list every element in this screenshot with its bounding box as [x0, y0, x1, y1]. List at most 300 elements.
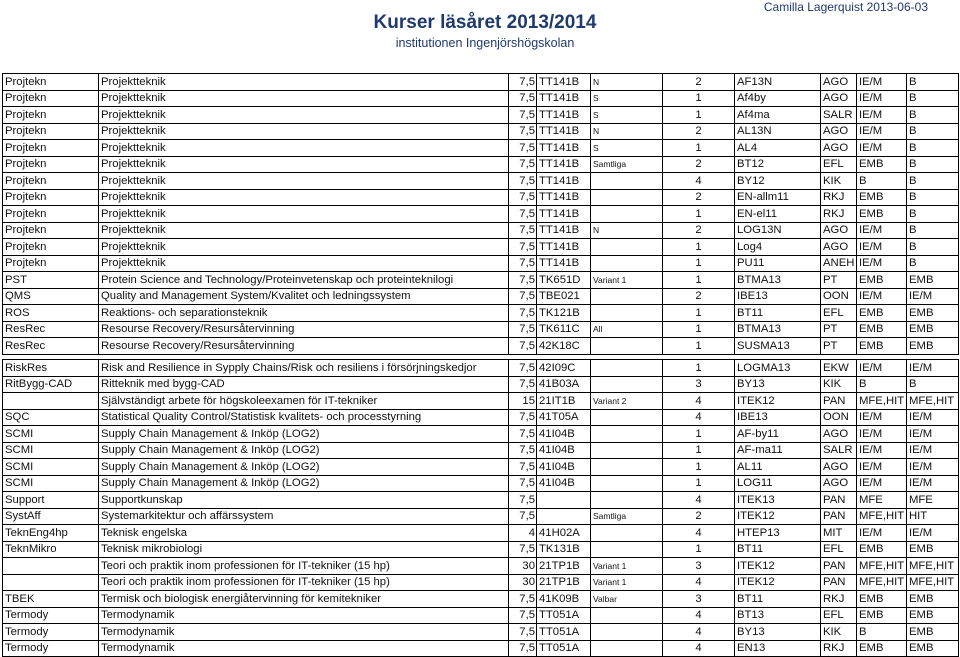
cell-period: 4: [663, 624, 735, 641]
cell-credits: 30: [509, 558, 537, 575]
cell-exam-dept: IE/M: [907, 288, 959, 305]
cell-variant: All: [591, 321, 663, 338]
table-row: [3, 409, 959, 426]
cell-dept: IE/M: [857, 239, 907, 256]
cell-course-id: TT141B: [537, 140, 591, 157]
cell-code: [3, 393, 99, 410]
cell-group: EN13: [735, 640, 821, 657]
cell-code: Support: [3, 492, 99, 509]
cell-group: BT12: [735, 156, 821, 173]
cell-code: TeknMikro: [3, 541, 99, 558]
cell-credits: 7,5: [509, 591, 537, 608]
cell-teacher: AGO: [821, 123, 857, 140]
cell-group: ITEK12: [735, 393, 821, 410]
cell-code: Projtekn: [3, 189, 99, 206]
cell-teacher: SALR: [821, 442, 857, 459]
cell-code: Projtekn: [3, 123, 99, 140]
cell-period: 4: [663, 409, 735, 426]
cell-course-name: Självständigt arbete för högskoleexamen för IT-tekniker: [99, 393, 509, 410]
cell-variant: [591, 288, 663, 305]
cell-dept: IE/M: [857, 140, 907, 157]
cell-course-name: Termisk och biologisk energiåtervinning för kemitekniker: [99, 591, 509, 608]
cell-exam-dept: EMB: [907, 272, 959, 289]
cell-code: [3, 574, 99, 591]
cell-group: PU11: [735, 255, 821, 272]
cell-dept: EMB: [857, 541, 907, 558]
cell-code: Termody: [3, 640, 99, 657]
cell-credits: 7,5: [509, 206, 537, 223]
cell-teacher: ANEH: [821, 255, 857, 272]
cell-course-name: Projektteknik: [99, 222, 509, 239]
cell-group: BT11: [735, 305, 821, 322]
cell-variant: [591, 239, 663, 256]
cell-credits: 7,5: [509, 409, 537, 426]
cell-course-id: TK131B: [537, 541, 591, 558]
cell-exam-dept: B: [907, 123, 959, 140]
cell-course-id: TT141B: [537, 173, 591, 190]
cell-dept: MFE,HIT: [857, 508, 907, 525]
cell-teacher: AGO: [821, 222, 857, 239]
cell-period: 3: [663, 376, 735, 393]
cell-teacher: EFL: [821, 156, 857, 173]
cell-course-id: TT141B: [537, 123, 591, 140]
cell-credits: 7,5: [509, 107, 537, 124]
cell-period: 1: [663, 321, 735, 338]
cell-code: Projtekn: [3, 74, 99, 91]
cell-period: 1: [663, 206, 735, 223]
cell-credits: 7,5: [509, 239, 537, 256]
cell-course-id: 41I04B: [537, 459, 591, 476]
table-row: [3, 525, 959, 542]
cell-teacher: AGO: [821, 475, 857, 492]
cell-dept: EMB: [857, 156, 907, 173]
cell-variant: Variant 1: [591, 574, 663, 591]
cell-period: 1: [663, 541, 735, 558]
cell-period: 1: [663, 475, 735, 492]
cell-course-id: 42K18C: [537, 338, 591, 355]
cell-credits: 7,5: [509, 74, 537, 91]
cell-period: 4: [663, 607, 735, 624]
cell-course-name: Projektteknik: [99, 140, 509, 157]
cell-period: 4: [663, 393, 735, 410]
cell-code: Projtekn: [3, 140, 99, 157]
cell-credits: 7,5: [509, 459, 537, 476]
cell-credits: 7,5: [509, 222, 537, 239]
cell-code: ResRec: [3, 338, 99, 355]
cell-variant: [591, 541, 663, 558]
cell-variant: Valbar: [591, 591, 663, 608]
cell-teacher: PAN: [821, 558, 857, 575]
cell-course-name: Resourse Recovery/Resursåtervinning: [99, 338, 509, 355]
cell-exam-dept: B: [907, 140, 959, 157]
cell-code: Termody: [3, 607, 99, 624]
cell-variant: [591, 624, 663, 641]
cell-course-id: 41T05A: [537, 409, 591, 426]
cell-dept: EMB: [857, 607, 907, 624]
cell-group: LOGMA13: [735, 360, 821, 377]
cell-teacher: AGO: [821, 239, 857, 256]
cell-teacher: KIK: [821, 173, 857, 190]
cell-course-name: Teori och praktik inom professionen för IT-tekniker (15 hp): [99, 574, 509, 591]
cell-code: Projtekn: [3, 222, 99, 239]
cell-code: Projtekn: [3, 206, 99, 223]
cell-period: 2: [663, 189, 735, 206]
cell-group: ITEK13: [735, 492, 821, 509]
cell-teacher: OON: [821, 409, 857, 426]
cell-exam-dept: B: [907, 376, 959, 393]
cell-variant: N: [591, 74, 663, 91]
cell-variant: S: [591, 90, 663, 107]
cell-exam-dept: MFE: [907, 492, 959, 509]
cell-dept: IE/M: [857, 459, 907, 476]
cell-course-name: Projektteknik: [99, 90, 509, 107]
cell-teacher: PT: [821, 338, 857, 355]
cell-period: 4: [663, 173, 735, 190]
cell-group: IBE13: [735, 409, 821, 426]
author-date: Camilla Lagerquist 2013-06-03: [763, 0, 928, 14]
cell-exam-dept: IE/M: [907, 426, 959, 443]
cell-code: Projtekn: [3, 156, 99, 173]
cell-dept: IE/M: [857, 442, 907, 459]
cell-course-name: Reaktions- och separationsteknik: [99, 305, 509, 322]
cell-course-id: TBE021: [537, 288, 591, 305]
cell-dept: MFE,HIT: [857, 558, 907, 575]
cell-exam-dept: B: [907, 239, 959, 256]
cell-course-id: 41H02A: [537, 525, 591, 542]
cell-dept: IE/M: [857, 525, 907, 542]
cell-exam-dept: IE/M: [907, 459, 959, 476]
cell-variant: [591, 475, 663, 492]
cell-exam-dept: MFE,HIT: [907, 574, 959, 591]
cell-dept: EMB: [857, 591, 907, 608]
cell-period: 3: [663, 558, 735, 575]
cell-code: SCMI: [3, 426, 99, 443]
cell-variant: Variant 1: [591, 272, 663, 289]
cell-credits: 7,5: [509, 123, 537, 140]
cell-dept: IE/M: [857, 409, 907, 426]
cell-course-name: Systemarkitektur och affärssystem: [99, 508, 509, 525]
cell-period: 1: [663, 255, 735, 272]
cell-teacher: EFL: [821, 541, 857, 558]
cell-credits: 7,5: [509, 607, 537, 624]
cell-credits: 7,5: [509, 321, 537, 338]
table-row: [3, 574, 959, 591]
cell-period: 1: [663, 305, 735, 322]
cell-group: AL13N: [735, 123, 821, 140]
cell-group: BY12: [735, 173, 821, 190]
cell-course-id: TT141B: [537, 255, 591, 272]
cell-exam-dept: B: [907, 189, 959, 206]
cell-variant: Variant 1: [591, 558, 663, 575]
cell-credits: 7,5: [509, 288, 537, 305]
table-row: [3, 140, 959, 157]
table-row: [3, 360, 959, 377]
cell-course-name: Teknisk mikrobiologi: [99, 541, 509, 558]
cell-variant: [591, 409, 663, 426]
cell-teacher: MIT: [821, 525, 857, 542]
cell-dept: EMB: [857, 272, 907, 289]
cell-exam-dept: B: [907, 222, 959, 239]
table-row: [3, 376, 959, 393]
cell-course-name: Supply Chain Management & Inköp (LOG2): [99, 426, 509, 443]
table-row: [3, 640, 959, 657]
page-subtitle: institutionen Ingenjörshögskolan: [395, 36, 575, 50]
cell-group: LOG11: [735, 475, 821, 492]
cell-course-name: Supportkunskap: [99, 492, 509, 509]
cell-variant: [591, 442, 663, 459]
cell-dept: IE/M: [857, 426, 907, 443]
cell-dept: EMB: [857, 189, 907, 206]
table-row: [3, 107, 959, 124]
cell-variant: Variant 2: [591, 393, 663, 410]
cell-credits: 7,5: [509, 189, 537, 206]
cell-course-name: Termodynamik: [99, 640, 509, 657]
cell-credits: 7,5: [509, 255, 537, 272]
cell-dept: B: [857, 173, 907, 190]
table-row: [3, 393, 959, 410]
cell-course-id: TT141B: [537, 107, 591, 124]
cell-teacher: RKJ: [821, 640, 857, 657]
cell-teacher: EKW: [821, 360, 857, 377]
cell-teacher: EFL: [821, 305, 857, 322]
cell-teacher: PAN: [821, 508, 857, 525]
cell-group: IBE13: [735, 288, 821, 305]
cell-code: SQC: [3, 409, 99, 426]
cell-dept: IE/M: [857, 475, 907, 492]
cell-credits: 7,5: [509, 305, 537, 322]
table-row: [3, 222, 959, 239]
cell-group: Log4: [735, 239, 821, 256]
cell-exam-dept: MFE,HIT: [907, 558, 959, 575]
cell-period: 1: [663, 426, 735, 443]
cell-variant: [591, 206, 663, 223]
cell-credits: 30: [509, 574, 537, 591]
cell-credits: 7,5: [509, 173, 537, 190]
cell-group: ITEK12: [735, 574, 821, 591]
cell-group: BT11: [735, 541, 821, 558]
table-row: [3, 558, 959, 575]
cell-code: Projtekn: [3, 239, 99, 256]
cell-period: 1: [663, 272, 735, 289]
table-row: [3, 173, 959, 190]
cell-course-id: 21TP1B: [537, 558, 591, 575]
cell-variant: S: [591, 107, 663, 124]
cell-dept: EMB: [857, 338, 907, 355]
cell-group: HTEP13: [735, 525, 821, 542]
cell-credits: 7,5: [509, 475, 537, 492]
cell-group: Af4by: [735, 90, 821, 107]
cell-exam-dept: MFE,HIT: [907, 393, 959, 410]
cell-teacher: EFL: [821, 607, 857, 624]
cell-group: BT13: [735, 607, 821, 624]
table-row: [3, 288, 959, 305]
table-row: [3, 90, 959, 107]
table-row: [3, 475, 959, 492]
cell-variant: [591, 305, 663, 322]
cell-exam-dept: IE/M: [907, 360, 959, 377]
cell-course-id: TT141B: [537, 206, 591, 223]
cell-course-name: Teori och praktik inom professionen för IT-tekniker (15 hp): [99, 558, 509, 575]
cell-course-id: 21IT1B: [537, 393, 591, 410]
cell-group: BY13: [735, 624, 821, 641]
cell-period: 1: [663, 338, 735, 355]
cell-period: 3: [663, 591, 735, 608]
cell-group: BTMA13: [735, 272, 821, 289]
cell-course-id: TT141B: [537, 90, 591, 107]
cell-exam-dept: B: [907, 206, 959, 223]
cell-course-id: 41B03A: [537, 376, 591, 393]
cell-course-id: TT141B: [537, 239, 591, 256]
cell-course-name: Projektteknik: [99, 123, 509, 140]
cell-teacher: PAN: [821, 393, 857, 410]
cell-variant: N: [591, 222, 663, 239]
cell-period: 4: [663, 640, 735, 657]
cell-exam-dept: EMB: [907, 338, 959, 355]
cell-code: SystAff: [3, 508, 99, 525]
cell-course-id: TK651D: [537, 272, 591, 289]
cell-code: Projtekn: [3, 255, 99, 272]
cell-group: AF-by11: [735, 426, 821, 443]
cell-credits: 7,5: [509, 376, 537, 393]
cell-credits: 7,5: [509, 140, 537, 157]
cell-code: RiskRes: [3, 360, 99, 377]
cell-dept: B: [857, 376, 907, 393]
cell-credits: 7,5: [509, 508, 537, 525]
cell-teacher: PT: [821, 321, 857, 338]
cell-code: QMS: [3, 288, 99, 305]
cell-dept: IE/M: [857, 222, 907, 239]
cell-teacher: AGO: [821, 74, 857, 91]
cell-credits: 7,5: [509, 624, 537, 641]
cell-variant: [591, 525, 663, 542]
cell-variant: [591, 338, 663, 355]
table-row: [3, 492, 959, 509]
cell-variant: [591, 173, 663, 190]
cell-course-name: Projektteknik: [99, 239, 509, 256]
table-row: [3, 156, 959, 173]
cell-exam-dept: B: [907, 74, 959, 91]
cell-course-name: Ritteknik med bygg-CAD: [99, 376, 509, 393]
cell-course-id: 41I04B: [537, 426, 591, 443]
cell-period: 4: [663, 574, 735, 591]
cell-exam-dept: EMB: [907, 607, 959, 624]
cell-period: 4: [663, 525, 735, 542]
cell-dept: IE/M: [857, 360, 907, 377]
cell-exam-dept: B: [907, 90, 959, 107]
cell-period: 2: [663, 508, 735, 525]
cell-course-id: [537, 508, 591, 525]
table-row: [3, 206, 959, 223]
cell-course-name: Statistical Quality Control/Statistisk kvalitets- och processtyrning: [99, 409, 509, 426]
cell-period: 1: [663, 360, 735, 377]
cell-exam-dept: B: [907, 255, 959, 272]
table-row: [3, 272, 959, 289]
cell-course-name: Termodynamik: [99, 607, 509, 624]
cell-teacher: KIK: [821, 624, 857, 641]
cell-exam-dept: B: [907, 107, 959, 124]
cell-course-id: TT141B: [537, 189, 591, 206]
cell-exam-dept: IE/M: [907, 442, 959, 459]
cell-dept: IE/M: [857, 74, 907, 91]
cell-credits: 4: [509, 525, 537, 542]
cell-variant: [591, 426, 663, 443]
cell-period: 1: [663, 90, 735, 107]
cell-code: PST: [3, 272, 99, 289]
cell-exam-dept: EMB: [907, 541, 959, 558]
cell-credits: 7,5: [509, 640, 537, 657]
cell-course-name: Projektteknik: [99, 255, 509, 272]
cell-period: 1: [663, 442, 735, 459]
cell-group: AL11: [735, 459, 821, 476]
cell-dept: EMB: [857, 206, 907, 223]
cell-course-id: 41I04B: [537, 475, 591, 492]
cell-teacher: PAN: [821, 574, 857, 591]
table-row: [3, 426, 959, 443]
cell-dept: B: [857, 624, 907, 641]
cell-dept: EMB: [857, 321, 907, 338]
table-row: [3, 239, 959, 256]
cell-course-name: Projektteknik: [99, 206, 509, 223]
cell-group: AF13N: [735, 74, 821, 91]
course-table-1: [2, 73, 959, 355]
cell-credits: 7,5: [509, 156, 537, 173]
cell-exam-dept: EMB: [907, 640, 959, 657]
cell-dept: IE/M: [857, 255, 907, 272]
cell-exam-dept: IE/M: [907, 409, 959, 426]
table-row: [3, 74, 959, 91]
cell-exam-dept: IE/M: [907, 475, 959, 492]
cell-credits: 7,5: [509, 492, 537, 509]
cell-group: BY13: [735, 376, 821, 393]
cell-dept: IE/M: [857, 107, 907, 124]
cell-course-id: 41I04B: [537, 442, 591, 459]
course-table-2: [2, 359, 959, 657]
cell-teacher: PT: [821, 272, 857, 289]
cell-group: AF-ma11: [735, 442, 821, 459]
table-row: [3, 255, 959, 272]
cell-period: 2: [663, 123, 735, 140]
cell-course-id: TT141B: [537, 74, 591, 91]
cell-course-id: 42I09C: [537, 360, 591, 377]
cell-code: SCMI: [3, 442, 99, 459]
cell-course-id: TT141B: [537, 222, 591, 239]
cell-credits: 7,5: [509, 90, 537, 107]
cell-code: [3, 558, 99, 575]
table-row: [3, 591, 959, 608]
cell-group: EN-allm11: [735, 189, 821, 206]
cell-course-id: 21TP1B: [537, 574, 591, 591]
cell-credits: 7,5: [509, 272, 537, 289]
cell-exam-dept: EMB: [907, 624, 959, 641]
cell-course-name: Projektteknik: [99, 74, 509, 91]
cell-course-name: Projektteknik: [99, 107, 509, 124]
cell-teacher: PAN: [821, 492, 857, 509]
cell-course-name: Supply Chain Management & Inköp (LOG2): [99, 442, 509, 459]
cell-dept: MFE: [857, 492, 907, 509]
cell-group: ITEK12: [735, 508, 821, 525]
table-row: [3, 338, 959, 355]
table-row: [3, 321, 959, 338]
cell-variant: [591, 360, 663, 377]
cell-course-id: TK611C: [537, 321, 591, 338]
cell-teacher: KIK: [821, 376, 857, 393]
cell-variant: [591, 607, 663, 624]
cell-course-id: TT051A: [537, 640, 591, 657]
cell-course-name: Quality and Management System/Kvalitet och ledningssystem: [99, 288, 509, 305]
table-row: [3, 189, 959, 206]
cell-variant: [591, 492, 663, 509]
cell-group: SUSMA13: [735, 338, 821, 355]
